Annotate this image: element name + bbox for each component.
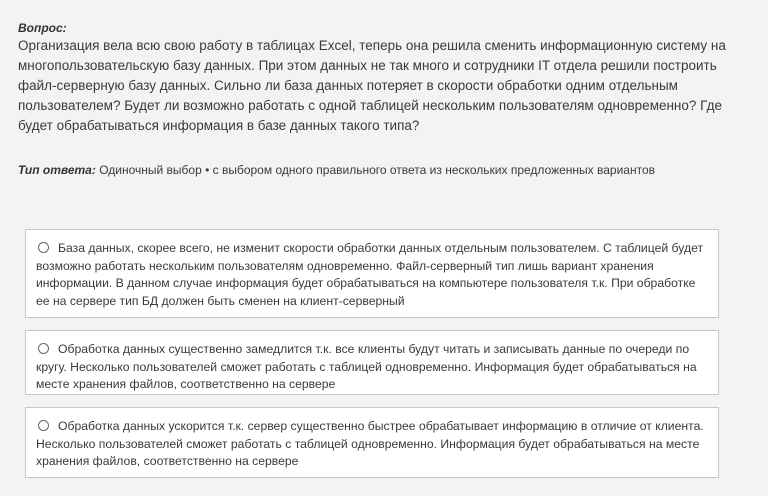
answer-type-label: Тип ответа:: [18, 163, 96, 177]
answer-type-value: Одиночный выбор • с выбором одного правильного ответа из нескольких предложенных вариантов: [99, 163, 656, 177]
answer-option-3[interactable]: [25, 407, 719, 478]
radio-button[interactable]: [38, 420, 49, 431]
answer-type: [18, 162, 655, 178]
question-text: Организация вела всю свою работу в таблицах Excel, теперь она решила сменить информационную систему на многопользовательскую базу данных. При этом данных не так много и сотрудники IT отдела решили построить файл-серверную базу данных. Сильно ли база данных потеряет в скорости обработки одним отдельным пользователем? Будет ли возможно работать с одной таблицей нескольким пользователям одновременно? Где будет обрабатываться информация в базе данных такого типа?: [18, 38, 726, 133]
radio-button[interactable]: [38, 242, 49, 253]
answer-option-1[interactable]: [25, 229, 719, 318]
answer-options: [25, 229, 719, 478]
answer-option-text: Обработка данных ускорится т.к. сервер существенно быстрее обрабатывает информацию в отличие от клиента. Несколько пользователей сможет работать с таблицей одновременно. Информация будет обрабатываться на месте хранения файлов, соответственно на сервере: [36, 419, 704, 468]
answer-option-2[interactable]: [25, 330, 719, 395]
answer-option-text: База данных, скорее всего, не изменит скорости обработки данных отдельным пользователем. С таблицей будет возможно работать нескольким пользователям одновременно. Файл-серверный тип лишь вариант хранения информации. В данном случае информация будет обрабатываться на компьютере пользователя т.к. При обработке ее на сервере тип БД должен быть сменен на клиент-серверный: [36, 241, 704, 308]
radio-button[interactable]: [38, 343, 49, 354]
question-label: Вопрос:: [18, 21, 67, 35]
question-block: [18, 20, 750, 136]
answer-option-text: Обработка данных существенно замедлится т.к. все клиенты будут читать и записывать данные по очереди по кругу. Несколько пользователей сможет работать с таблицей одновременно. Информация будет обрабатываться на месте хранения файлов, соответственно на сервере: [36, 342, 697, 391]
